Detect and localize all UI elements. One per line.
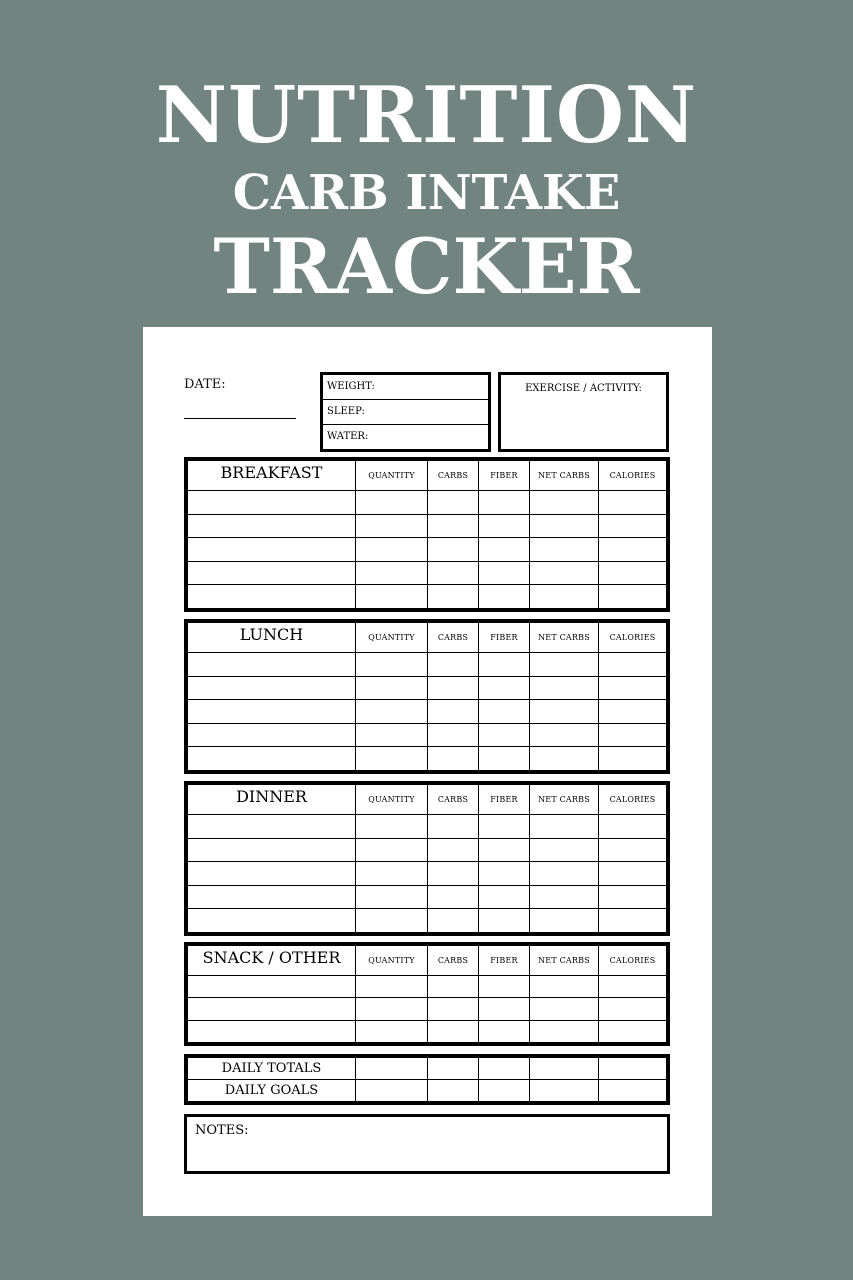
cell[interactable] bbox=[428, 676, 479, 700]
cell[interactable] bbox=[428, 653, 479, 677]
cell[interactable] bbox=[479, 723, 530, 747]
cell[interactable] bbox=[428, 815, 479, 839]
column-header-net-carbs: NET CARBS bbox=[530, 785, 599, 815]
cell[interactable] bbox=[599, 885, 667, 909]
cell[interactable] bbox=[530, 885, 599, 909]
table-row bbox=[188, 976, 667, 998]
table-row bbox=[188, 998, 667, 1020]
cell[interactable] bbox=[479, 862, 530, 886]
cell[interactable] bbox=[599, 561, 667, 585]
cell[interactable] bbox=[188, 538, 356, 562]
cell[interactable] bbox=[599, 653, 667, 677]
date-line bbox=[184, 418, 296, 419]
cell[interactable] bbox=[479, 491, 530, 515]
cell[interactable] bbox=[599, 514, 667, 538]
cell[interactable] bbox=[599, 538, 667, 562]
column-header-calories: CALORIES bbox=[599, 623, 667, 653]
cell[interactable] bbox=[479, 909, 530, 933]
cell[interactable] bbox=[188, 700, 356, 724]
cell[interactable] bbox=[188, 676, 356, 700]
cell[interactable] bbox=[428, 585, 479, 609]
water-label: WATER: bbox=[327, 431, 369, 442]
cell[interactable] bbox=[188, 561, 356, 585]
daily-goals-label: DAILY GOALS bbox=[188, 1080, 356, 1102]
cell[interactable] bbox=[479, 838, 530, 862]
weight-sleep-water-box bbox=[320, 372, 491, 452]
column-header-carbs: CARBS bbox=[428, 623, 479, 653]
cell[interactable] bbox=[479, 1080, 530, 1102]
dinner-title: DINNER bbox=[188, 785, 356, 815]
cell[interactable] bbox=[479, 538, 530, 562]
cell[interactable] bbox=[479, 1058, 530, 1080]
table-row bbox=[188, 585, 667, 609]
cell[interactable] bbox=[188, 976, 356, 998]
cell[interactable] bbox=[356, 1058, 428, 1080]
cell[interactable] bbox=[428, 1058, 479, 1080]
column-header-quantity: QUANTITY bbox=[356, 785, 428, 815]
cell[interactable] bbox=[356, 491, 428, 515]
cell[interactable] bbox=[530, 1020, 599, 1042]
cell[interactable] bbox=[599, 723, 667, 747]
cell[interactable] bbox=[188, 653, 356, 677]
cell[interactable] bbox=[356, 1080, 428, 1102]
cell[interactable] bbox=[188, 885, 356, 909]
cell[interactable] bbox=[599, 585, 667, 609]
cell[interactable] bbox=[356, 1020, 428, 1042]
table-row bbox=[188, 909, 667, 933]
table-row bbox=[188, 1020, 667, 1042]
cell[interactable] bbox=[530, 653, 599, 677]
cell[interactable] bbox=[188, 585, 356, 609]
column-header-calories: CALORIES bbox=[599, 946, 667, 976]
lunch-title: LUNCH bbox=[188, 623, 356, 653]
daily-totals-section bbox=[184, 1054, 670, 1105]
breakfast-section bbox=[184, 457, 670, 612]
cell[interactable] bbox=[530, 1058, 599, 1080]
cell[interactable] bbox=[599, 1020, 667, 1042]
dinner-section bbox=[184, 781, 670, 936]
cell[interactable] bbox=[479, 976, 530, 998]
cell[interactable] bbox=[188, 723, 356, 747]
cell[interactable] bbox=[599, 815, 667, 839]
cell[interactable] bbox=[479, 885, 530, 909]
cell[interactable] bbox=[356, 700, 428, 724]
table-row bbox=[188, 723, 667, 747]
cell[interactable] bbox=[530, 538, 599, 562]
table-row bbox=[188, 1058, 667, 1080]
cell[interactable] bbox=[479, 1020, 530, 1042]
cell[interactable] bbox=[479, 561, 530, 585]
cell[interactable] bbox=[599, 491, 667, 515]
cell[interactable] bbox=[599, 700, 667, 724]
cell[interactable] bbox=[599, 862, 667, 886]
table-row bbox=[188, 700, 667, 724]
date-label: DATE: bbox=[184, 377, 226, 392]
exercise-activity-label: EXERCISE / ACTIVITY: bbox=[525, 383, 642, 394]
cell[interactable] bbox=[428, 491, 479, 515]
cell[interactable] bbox=[530, 862, 599, 886]
table-row bbox=[188, 862, 667, 886]
table-row bbox=[188, 653, 667, 677]
cell[interactable] bbox=[530, 747, 599, 771]
table-row bbox=[188, 1080, 667, 1102]
column-header-calories: CALORIES bbox=[599, 461, 667, 491]
cell[interactable] bbox=[530, 998, 599, 1020]
cell[interactable] bbox=[428, 747, 479, 771]
column-header-net-carbs: NET CARBS bbox=[530, 946, 599, 976]
cell[interactable] bbox=[530, 676, 599, 700]
cell[interactable] bbox=[428, 1080, 479, 1102]
cell[interactable] bbox=[428, 909, 479, 933]
cell[interactable] bbox=[599, 998, 667, 1020]
cell[interactable] bbox=[479, 747, 530, 771]
breakfast-title: BREAKFAST bbox=[188, 461, 356, 491]
cell[interactable] bbox=[428, 700, 479, 724]
cell[interactable] bbox=[428, 514, 479, 538]
cell[interactable] bbox=[356, 585, 428, 609]
column-header-fiber: FIBER bbox=[479, 785, 530, 815]
tracker-page bbox=[143, 327, 712, 1216]
cell[interactable] bbox=[356, 909, 428, 933]
cell[interactable] bbox=[188, 909, 356, 933]
cell[interactable] bbox=[479, 700, 530, 724]
cell[interactable] bbox=[479, 514, 530, 538]
cell[interactable] bbox=[356, 838, 428, 862]
cell[interactable] bbox=[188, 862, 356, 886]
cell[interactable] bbox=[356, 747, 428, 771]
cell[interactable] bbox=[530, 585, 599, 609]
cell[interactable] bbox=[188, 815, 356, 839]
column-header-fiber: FIBER bbox=[479, 946, 530, 976]
table-row bbox=[188, 747, 667, 771]
column-header-quantity: QUANTITY bbox=[356, 461, 428, 491]
cell[interactable] bbox=[188, 998, 356, 1020]
table-row bbox=[188, 815, 667, 839]
exercise-activity-box bbox=[498, 372, 669, 452]
table-row bbox=[188, 491, 667, 515]
cell[interactable] bbox=[356, 885, 428, 909]
cell[interactable] bbox=[428, 862, 479, 886]
cell[interactable] bbox=[356, 561, 428, 585]
cover-title-nutrition: NUTRITION bbox=[155, 70, 698, 161]
column-header-quantity: QUANTITY bbox=[356, 946, 428, 976]
cell[interactable] bbox=[599, 838, 667, 862]
column-header-carbs: CARBS bbox=[428, 785, 479, 815]
column-header-carbs: CARBS bbox=[428, 946, 479, 976]
cell[interactable] bbox=[599, 976, 667, 998]
cell[interactable] bbox=[530, 514, 599, 538]
cell[interactable] bbox=[428, 561, 479, 585]
cell[interactable] bbox=[188, 838, 356, 862]
notes-label: NOTES: bbox=[195, 1123, 249, 1138]
table-row bbox=[188, 514, 667, 538]
cell[interactable] bbox=[479, 998, 530, 1020]
cover-title-carb-intake: CARB INTAKE bbox=[232, 165, 621, 221]
cell[interactable] bbox=[428, 1020, 479, 1042]
lunch-section bbox=[184, 619, 670, 774]
column-header-calories: CALORIES bbox=[599, 785, 667, 815]
column-header-quantity: QUANTITY bbox=[356, 623, 428, 653]
column-header-fiber: FIBER bbox=[479, 461, 530, 491]
column-header-fiber: FIBER bbox=[479, 623, 530, 653]
column-header-net-carbs: NET CARBS bbox=[530, 461, 599, 491]
sleep-label: SLEEP: bbox=[323, 400, 488, 425]
cell[interactable] bbox=[188, 514, 356, 538]
cell[interactable] bbox=[599, 747, 667, 771]
notes-box[interactable] bbox=[184, 1114, 670, 1174]
cell[interactable] bbox=[356, 723, 428, 747]
table-row bbox=[188, 538, 667, 562]
cell[interactable] bbox=[428, 538, 479, 562]
cell[interactable] bbox=[479, 676, 530, 700]
cell[interactable] bbox=[479, 653, 530, 677]
cell[interactable] bbox=[356, 862, 428, 886]
cell[interactable] bbox=[356, 676, 428, 700]
table-row bbox=[188, 885, 667, 909]
cell[interactable] bbox=[428, 885, 479, 909]
cell[interactable] bbox=[479, 815, 530, 839]
cell[interactable] bbox=[530, 491, 599, 515]
table-row bbox=[188, 676, 667, 700]
cell[interactable] bbox=[530, 815, 599, 839]
table-row bbox=[188, 838, 667, 862]
cell[interactable] bbox=[356, 998, 428, 1020]
cell[interactable] bbox=[188, 1020, 356, 1042]
cell[interactable] bbox=[428, 723, 479, 747]
cell[interactable] bbox=[599, 676, 667, 700]
daily-totals-label: DAILY TOTALS bbox=[188, 1058, 356, 1080]
cell[interactable] bbox=[530, 723, 599, 747]
cell[interactable] bbox=[428, 976, 479, 998]
column-header-net-carbs: NET CARBS bbox=[530, 623, 599, 653]
cell[interactable] bbox=[479, 585, 530, 609]
weight-label: WEIGHT: bbox=[323, 375, 488, 400]
cell[interactable] bbox=[356, 815, 428, 839]
table-row bbox=[188, 561, 667, 585]
cell[interactable] bbox=[530, 700, 599, 724]
cell[interactable] bbox=[599, 909, 667, 933]
cell[interactable] bbox=[356, 514, 428, 538]
cell[interactable] bbox=[356, 976, 428, 998]
cell[interactable] bbox=[599, 1080, 667, 1102]
cell[interactable] bbox=[356, 653, 428, 677]
cell[interactable] bbox=[428, 998, 479, 1020]
column-header-carbs: CARBS bbox=[428, 461, 479, 491]
snack-title: SNACK / OTHER bbox=[188, 946, 356, 976]
cell[interactable] bbox=[530, 976, 599, 998]
cell[interactable] bbox=[188, 491, 356, 515]
cell[interactable] bbox=[530, 838, 599, 862]
cell[interactable] bbox=[530, 561, 599, 585]
cell[interactable] bbox=[599, 1058, 667, 1080]
cell[interactable] bbox=[530, 1080, 599, 1102]
cover-title-tracker: TRACKER bbox=[213, 222, 640, 311]
snack-section bbox=[184, 942, 670, 1046]
cell[interactable] bbox=[188, 747, 356, 771]
cell[interactable] bbox=[530, 909, 599, 933]
cell[interactable] bbox=[428, 838, 479, 862]
cell[interactable] bbox=[356, 538, 428, 562]
